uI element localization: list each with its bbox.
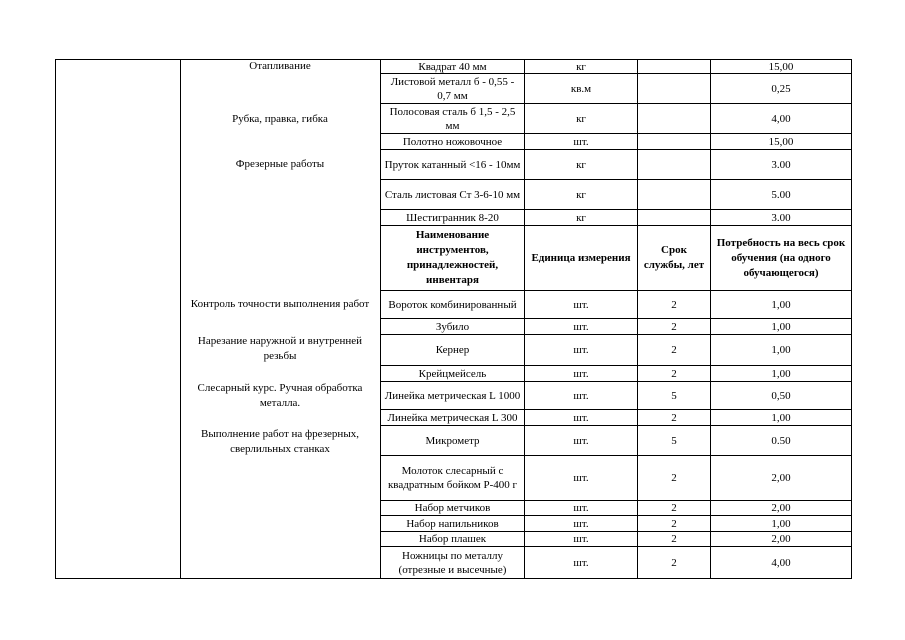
tool-requirement-cell: 1,00 — [771, 298, 791, 311]
tool-requirement-cell: 2,00 — [771, 502, 791, 514]
tool-service-life-cell: 2 — [671, 502, 677, 514]
tool-requirement-cell: 1,00 — [771, 367, 791, 380]
tool-item-name-cell: Молоток слесарный с квадратным бойком Р-400 г — [387, 465, 518, 491]
tool-service-life-cell: 5 — [671, 389, 677, 402]
material-service-life-cell — [638, 134, 710, 149]
material-requirement-cell: 3.00 — [771, 211, 791, 224]
tool-service-life-cell: 2 — [671, 533, 677, 545]
tool-unit-cell: шт. — [573, 367, 589, 380]
column-divider — [180, 59, 181, 579]
header-requirement-cell: Потребность на весь срок обучения (на одного обучающегося) — [716, 236, 846, 279]
tool-unit-cell: шт. — [573, 472, 589, 484]
tool-item-name-cell: Крейцмейсель — [418, 367, 487, 380]
tool-unit-cell: шт. — [573, 411, 589, 424]
tool-item-name-cell: Линейка метрическая L 300 — [387, 411, 518, 424]
tool-unit-cell: шт. — [573, 389, 589, 402]
material-item-name-cell: Шестигранник 8-20 — [406, 211, 499, 224]
column-divider — [851, 59, 852, 579]
material-unit-cell: кг — [576, 112, 586, 125]
tool-unit-cell: шт. — [573, 298, 589, 311]
material-requirement-cell: 15,00 — [768, 60, 794, 73]
material-requirement-cell: 15,00 — [768, 135, 794, 148]
tool-unit-cell: шт. — [573, 434, 589, 447]
tool-service-life-cell: 2 — [671, 367, 677, 380]
material-item-name-cell: Полотно ножовочное — [402, 135, 503, 148]
tool-service-life-cell: 2 — [671, 344, 677, 356]
tool-requirement-cell: 1,00 — [771, 517, 791, 530]
tool-service-life-cell: 2 — [671, 298, 677, 311]
material-requirement-cell: 5.00 — [771, 188, 791, 201]
section-machine-work: Выполнение работ на фрезерных, сверлильных станках — [201, 428, 359, 455]
tool-requirement-cell: 1,00 — [771, 411, 791, 424]
material-unit-cell: кг — [576, 60, 586, 73]
tool-requirement-cell: 1,00 — [771, 344, 791, 356]
tool-unit-cell: шт. — [573, 517, 589, 530]
tool-service-life-cell: 2 — [671, 556, 677, 569]
tool-unit-cell: шт. — [573, 344, 589, 356]
material-item-name-cell: Листовой металл б - 0,55 - 0,7 мм — [390, 75, 515, 102]
section-milling: Фрезерные работы — [235, 158, 325, 170]
material-requirement-cell: 0,25 — [771, 82, 791, 95]
section-cutting: Рубка, правка, гибка — [232, 113, 328, 125]
tool-service-life-cell: 2 — [671, 517, 677, 530]
tool-requirement-cell: 2,00 — [771, 472, 791, 484]
section-precision-control: Контроль точности выполнения работ — [190, 298, 370, 310]
tool-item-name-cell: Кернер — [435, 344, 470, 356]
tool-item-name-cell: Набор метчиков — [414, 502, 491, 514]
tool-service-life-cell: 2 — [671, 411, 677, 424]
tool-requirement-cell: 0.50 — [771, 434, 791, 447]
material-unit-cell: кг — [576, 188, 586, 201]
tool-service-life-cell: 2 — [671, 320, 677, 333]
header-item-name-cell: Наименование инструментов, принадлежностей, инвентаря — [406, 229, 499, 286]
tool-unit-cell: шт. — [573, 533, 589, 545]
material-service-life-cell — [638, 180, 710, 209]
material-unit-cell: кг — [576, 211, 586, 224]
tool-item-name-cell: Линейка метрическая L 1000 — [384, 389, 521, 402]
tool-requirement-cell: 2,00 — [771, 533, 791, 545]
section-threading: Нарезание наружной и внутренней резьбы — [197, 335, 363, 362]
material-service-life-cell — [638, 104, 710, 133]
tool-item-name-cell: Зубило — [435, 320, 470, 333]
material-unit-cell: кг — [576, 158, 586, 171]
material-unit-cell: кв.м — [570, 82, 592, 95]
row-divider — [380, 578, 852, 579]
tool-item-name-cell: Набор плашек — [418, 533, 487, 545]
tool-item-name-cell: Ножницы по металлу (отрезные и высечные) — [398, 549, 507, 576]
header-unit-cell: Единица измерения — [531, 251, 631, 264]
material-item-name-cell: Квадрат 40 мм — [418, 60, 487, 73]
column-divider — [55, 59, 56, 579]
section-heating: Отапливание — [249, 60, 311, 72]
material-requirement-cell: 4,00 — [771, 112, 791, 125]
tool-service-life-cell: 5 — [671, 434, 677, 447]
tool-item-name-cell: Набор напильников — [406, 517, 499, 530]
material-service-life-cell — [638, 150, 710, 179]
tool-unit-cell: шт. — [573, 502, 589, 514]
tool-item-name-cell: Вороток комбинированный — [388, 298, 517, 311]
material-item-name-cell: Полосовая сталь б 1,5 - 2,5 мм — [389, 105, 516, 132]
tool-item-name-cell: Микрометр — [425, 434, 480, 447]
material-unit-cell: шт. — [573, 135, 589, 148]
tool-service-life-cell: 2 — [671, 472, 677, 484]
material-item-name-cell: Сталь листовая Ст 3-6-10 мм — [384, 188, 521, 201]
tool-requirement-cell: 1,00 — [771, 320, 791, 333]
header-service-life-cell: Срок службы, лет — [643, 244, 705, 271]
material-item-name-cell: Пруток катанный <16 - 10мм — [384, 158, 521, 171]
tool-unit-cell: шт. — [573, 320, 589, 333]
material-service-life-cell — [638, 60, 710, 73]
section-metalwork-course: Слесарный курс. Ручная обработка металла. — [197, 382, 363, 409]
tool-unit-cell: шт. — [573, 556, 589, 569]
tool-requirement-cell: 4,00 — [771, 556, 791, 569]
material-service-life-cell — [638, 210, 710, 225]
tool-requirement-cell: 0,50 — [771, 389, 791, 402]
material-requirement-cell: 3.00 — [771, 158, 791, 171]
material-service-life-cell — [638, 74, 710, 103]
